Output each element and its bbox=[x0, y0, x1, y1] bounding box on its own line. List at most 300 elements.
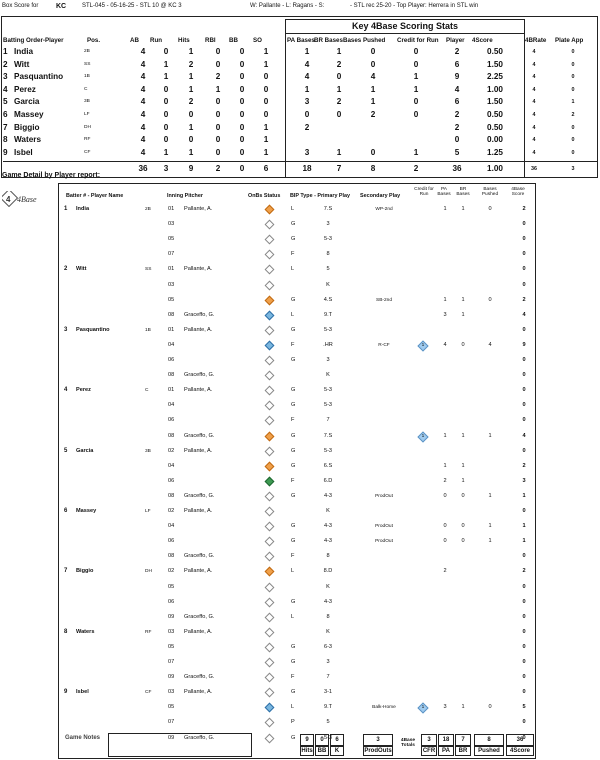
svg-text:4: 4 bbox=[6, 195, 11, 204]
bip-type: G bbox=[291, 402, 296, 409]
batting-order-number: 6 bbox=[3, 110, 8, 119]
stat-bb: 0 bbox=[239, 122, 245, 132]
player-name: Biggio bbox=[14, 122, 40, 132]
bip-type: G bbox=[291, 387, 296, 394]
stat-so: 1 bbox=[263, 47, 269, 56]
bip-type: G bbox=[291, 734, 296, 741]
pa-bases: 1 bbox=[443, 296, 447, 303]
onbase-diamond-icon bbox=[262, 265, 276, 275]
stat-ab: 4 bbox=[140, 59, 146, 69]
base-diamond-icon bbox=[265, 356, 275, 366]
bip-type: G bbox=[291, 462, 296, 469]
primary-play: 7 bbox=[326, 417, 330, 424]
inning: 04 bbox=[168, 523, 175, 530]
total-ab: 36 bbox=[138, 164, 148, 173]
primary-play: 8 bbox=[326, 613, 330, 620]
header-push: Bases Pushed bbox=[343, 37, 386, 44]
secondary-play: R-CF bbox=[378, 342, 390, 348]
pa-bases: 0 bbox=[443, 523, 447, 530]
stat-bb: 0 bbox=[239, 59, 245, 69]
inning: 02 bbox=[168, 447, 175, 454]
stat-rate: 0.50 bbox=[487, 122, 503, 132]
pa-bases: 2 bbox=[443, 477, 447, 484]
pitcher-name: Graceffo, G. bbox=[184, 613, 215, 620]
onbase-diamond-icon bbox=[262, 688, 276, 698]
stat-so: 0 bbox=[263, 110, 269, 119]
stat-cfr: 0 bbox=[413, 97, 419, 107]
4base-score: 0 bbox=[522, 417, 526, 424]
base-diamond-icon bbox=[265, 733, 275, 743]
primary-play: 8.D bbox=[323, 568, 333, 575]
bip-type: F bbox=[291, 477, 295, 484]
total-rbi: 2 bbox=[215, 164, 221, 173]
batting-order-number: 8 bbox=[3, 135, 8, 145]
stat-po: 1 bbox=[571, 99, 575, 106]
pa-bases: 1 bbox=[443, 432, 447, 439]
batter-number: 3 bbox=[64, 326, 68, 333]
stat-run: 0 bbox=[163, 84, 169, 94]
stat-br: 0 bbox=[336, 72, 342, 82]
batter-name: Perez bbox=[76, 387, 91, 394]
total-bb-label: BB bbox=[315, 746, 329, 756]
stat-pa: 2 bbox=[304, 122, 310, 132]
stat-rate: 1.25 bbox=[487, 147, 503, 157]
base-diamond-icon bbox=[265, 340, 275, 350]
batter-pos: CF bbox=[145, 690, 152, 696]
header-app: 4BRate bbox=[525, 37, 547, 44]
base-diamond-icon bbox=[265, 552, 275, 562]
primary-play: 6.D bbox=[323, 477, 333, 484]
stat-rate: 0.50 bbox=[487, 110, 503, 119]
header-br-bases: BR Bases bbox=[456, 187, 470, 197]
stat-run: 0 bbox=[163, 47, 169, 56]
onbase-diamond-icon bbox=[262, 643, 276, 653]
header-batter: Batter # - Player Name bbox=[66, 193, 124, 199]
onbase-diamond-icon bbox=[262, 205, 276, 215]
stat-ab: 4 bbox=[140, 47, 146, 56]
stat-push: 1 bbox=[370, 84, 376, 94]
onbase-diamond-icon bbox=[262, 326, 276, 336]
onbase-diamond-icon bbox=[262, 250, 276, 260]
stat-po: 0 bbox=[571, 124, 575, 131]
player-name: India bbox=[14, 47, 34, 56]
onbase-diamond-icon bbox=[262, 703, 276, 713]
header-inning-pitcher: Inning Pitcher bbox=[167, 193, 203, 199]
bip-type: L bbox=[291, 568, 295, 575]
stat-push: 0 bbox=[370, 59, 376, 69]
pitcher-name: Pallante, A. bbox=[184, 326, 213, 333]
4base-score: 0 bbox=[522, 326, 526, 333]
onbase-diamond-icon bbox=[262, 401, 276, 411]
batting-order-number: 2 bbox=[3, 59, 8, 69]
stat-app: 4 bbox=[532, 86, 536, 93]
detail-panel bbox=[58, 183, 536, 759]
stat-so: 1 bbox=[263, 135, 269, 145]
player-pos: RF bbox=[84, 137, 91, 143]
total-rate: 1.00 bbox=[487, 164, 503, 173]
inning: 05 bbox=[168, 296, 175, 303]
inning: 09 bbox=[168, 674, 175, 681]
primary-play: 5-3 bbox=[323, 734, 333, 741]
player-pos: 1B bbox=[84, 74, 90, 80]
batting-order-number: 4 bbox=[3, 84, 8, 94]
stat-so: 1 bbox=[263, 59, 269, 69]
4base-score: 0 bbox=[522, 372, 526, 379]
base-diamond-icon bbox=[265, 703, 275, 713]
stat-so: 0 bbox=[263, 97, 269, 107]
4base-score: 9 bbox=[522, 341, 526, 348]
batting-order-number: 1 bbox=[3, 47, 8, 56]
base-diamond-icon bbox=[265, 642, 275, 652]
bip-type: G bbox=[291, 432, 296, 439]
player-pos: LF bbox=[84, 112, 90, 117]
onbase-diamond-icon bbox=[262, 522, 276, 532]
inning: 01 bbox=[168, 326, 175, 333]
primary-play: K bbox=[326, 372, 330, 379]
batter-name: Witt bbox=[76, 266, 87, 273]
4base-score: 4 bbox=[522, 432, 526, 439]
bases-pushed: 1 bbox=[488, 432, 492, 439]
4base-score: 0 bbox=[522, 598, 526, 605]
onbase-diamond-icon bbox=[262, 598, 276, 608]
header-pos: Pos. bbox=[87, 37, 101, 44]
onbase-diamond-icon bbox=[262, 432, 276, 442]
inning: 07 bbox=[168, 719, 175, 726]
bip-type: F bbox=[291, 417, 295, 424]
header-hits: Hits bbox=[178, 37, 190, 44]
pitcher-name: Pallante, A. bbox=[184, 266, 213, 273]
base-diamond-icon bbox=[265, 386, 275, 396]
stat-run: 0 bbox=[163, 122, 169, 132]
onbase-diamond-icon bbox=[262, 613, 276, 623]
inning: 02 bbox=[168, 508, 175, 514]
bip-type: L bbox=[291, 311, 295, 318]
br-bases: 1 bbox=[461, 477, 465, 484]
base-diamond-icon bbox=[265, 597, 275, 607]
inning: 08 bbox=[168, 311, 175, 318]
inning: 06 bbox=[168, 477, 175, 484]
base-diamond-icon bbox=[265, 295, 275, 305]
4base-score: 0 bbox=[522, 643, 526, 650]
base-diamond-icon bbox=[265, 507, 275, 517]
4base-score: 0 bbox=[522, 387, 526, 394]
stat-br: 1 bbox=[336, 147, 342, 157]
total-p4: 36 bbox=[452, 164, 462, 173]
bip-type: G bbox=[291, 221, 296, 228]
pa-bases: 3 bbox=[443, 311, 447, 318]
onbase-diamond-icon bbox=[262, 356, 276, 366]
base-diamond-icon bbox=[265, 235, 275, 245]
stat-p4: 2 bbox=[454, 122, 460, 132]
pitcher-name: Graceffo, G. bbox=[184, 372, 215, 379]
logo-text: 4Base bbox=[17, 195, 37, 204]
primary-play: 7.S bbox=[323, 432, 333, 439]
batter-pos: 2B bbox=[145, 207, 151, 212]
secondary-play: SB-2nd bbox=[376, 297, 392, 303]
primary-play: 3 bbox=[326, 659, 330, 665]
total-br-value: 7 bbox=[455, 734, 471, 746]
stat-ab: 4 bbox=[140, 110, 146, 119]
inning: 06 bbox=[168, 357, 175, 363]
player-pos: 2B bbox=[84, 49, 90, 54]
batter-name: Isbel bbox=[76, 689, 89, 696]
pa-bases: 0 bbox=[443, 538, 447, 545]
batter-pos: LF bbox=[145, 509, 151, 514]
stat-rate: 1.50 bbox=[487, 59, 503, 69]
header-onbase-status: OnBs Status bbox=[248, 193, 281, 199]
base-diamond-icon bbox=[265, 476, 275, 486]
onbase-diamond-icon bbox=[262, 371, 276, 381]
total-hits-label: Hits bbox=[301, 748, 313, 754]
inning: 04 bbox=[168, 462, 175, 469]
game-notes-field[interactable] bbox=[108, 733, 252, 757]
stat-ab: 4 bbox=[140, 135, 146, 145]
stat-p4: 5 bbox=[454, 147, 460, 157]
primary-play: 4-3 bbox=[323, 492, 333, 499]
stat-cfr: 1 bbox=[413, 84, 419, 94]
4base-score: 0 bbox=[522, 236, 526, 243]
secondary-play: Balk-Home bbox=[372, 705, 396, 711]
base-diamond-icon bbox=[265, 280, 275, 290]
stat-rbi: 0 bbox=[215, 59, 221, 69]
stat-run: 1 bbox=[163, 147, 169, 157]
4base-score: 0 bbox=[522, 689, 526, 696]
inning: 03 bbox=[168, 221, 175, 228]
stat-rate: 0.00 bbox=[487, 135, 503, 145]
stat-bb: 0 bbox=[239, 147, 245, 157]
stat-bb: 0 bbox=[239, 84, 245, 94]
inning: 09 bbox=[168, 613, 175, 620]
total-cfr-value: 3 bbox=[421, 734, 437, 746]
pitcher-name: Graceffo, G. bbox=[184, 674, 215, 681]
inning: 06 bbox=[168, 538, 175, 545]
stat-hits: 1 bbox=[188, 84, 194, 94]
base-diamond-icon bbox=[265, 265, 275, 275]
base-diamond-icon bbox=[265, 658, 275, 668]
stat-po: 0 bbox=[571, 61, 575, 68]
base-diamond-icon bbox=[265, 582, 275, 592]
team-code: KC bbox=[56, 3, 67, 10]
onbase-diamond-icon bbox=[262, 235, 276, 245]
4base-score: 0 bbox=[522, 628, 526, 635]
base-diamond-icon bbox=[265, 431, 275, 441]
bip-type: G bbox=[291, 643, 296, 650]
onbase-diamond-icon bbox=[262, 220, 276, 230]
onbase-diamond-icon bbox=[262, 341, 276, 351]
onbase-diamond-icon bbox=[262, 628, 276, 638]
4base-score: 2 bbox=[522, 462, 526, 469]
header-p4: Player bbox=[446, 37, 465, 44]
header-batting-order: Batting Order-Player bbox=[3, 37, 64, 44]
4base-score: 0 bbox=[522, 659, 526, 665]
player-name: Witt bbox=[14, 59, 30, 69]
stat-so: 0 bbox=[263, 72, 269, 82]
total-k-value: 6 bbox=[330, 734, 344, 746]
primary-play: 5-3 bbox=[323, 387, 333, 394]
inning: 01 bbox=[168, 206, 175, 212]
primary-play: K bbox=[326, 281, 330, 288]
base-diamond-icon bbox=[265, 310, 275, 320]
4base-score: 0 bbox=[522, 251, 526, 258]
pitcher-name: Graceffo, G. bbox=[184, 553, 215, 560]
stat-br: 1 bbox=[336, 47, 342, 56]
onbase-diamond-icon bbox=[262, 718, 276, 728]
batter-pos: 1B bbox=[145, 327, 151, 333]
credit-for-run-value: 1 bbox=[421, 433, 425, 439]
stat-bb: 0 bbox=[239, 72, 245, 82]
totals-divider bbox=[3, 161, 597, 162]
inning: 01 bbox=[168, 266, 175, 273]
player-name: Garcia bbox=[14, 97, 40, 107]
stat-pa: 1 bbox=[304, 47, 310, 56]
pa-bases: 3 bbox=[443, 704, 447, 711]
bip-type: F bbox=[291, 341, 295, 348]
stat-hits: 1 bbox=[188, 47, 194, 56]
stat-run: 0 bbox=[163, 110, 169, 119]
player-name: Perez bbox=[14, 84, 36, 94]
4base-score: 0 bbox=[522, 674, 526, 681]
bases-pushed: 1 bbox=[488, 492, 492, 499]
bip-type: G bbox=[291, 538, 296, 545]
stat-cfr: 1 bbox=[413, 72, 419, 82]
4base-score: 4 bbox=[522, 311, 526, 318]
stat-p4: 0 bbox=[454, 135, 460, 145]
stat-run: 1 bbox=[163, 59, 169, 69]
br-bases: 0 bbox=[461, 492, 465, 499]
stat-p4: 2 bbox=[454, 47, 460, 56]
game-line: STL-045 - 05-16-25 - STL 10 @ KC 3 bbox=[82, 3, 182, 9]
inning: 01 bbox=[168, 387, 175, 394]
4base-score: 3 bbox=[522, 477, 526, 484]
total-prodouts-label: ProdOuts bbox=[364, 748, 392, 754]
total-4score-label: 4Score bbox=[506, 746, 534, 756]
stat-pa: 3 bbox=[304, 147, 310, 157]
total-bb: 0 bbox=[239, 164, 245, 173]
stat-br: 1 bbox=[336, 84, 342, 94]
stat-rbi: 2 bbox=[215, 72, 221, 82]
batter-name: Garcia bbox=[76, 447, 94, 454]
primary-play: 4-3 bbox=[323, 598, 333, 605]
onbase-diamond-icon bbox=[262, 492, 276, 502]
stat-so: 1 bbox=[263, 122, 269, 132]
stat-push: 0 bbox=[370, 47, 376, 56]
base-diamond-icon bbox=[265, 612, 275, 622]
base-diamond-icon bbox=[265, 522, 275, 532]
stat-bb: 0 bbox=[239, 97, 245, 107]
player-name: Massey bbox=[14, 110, 44, 119]
bases-pushed: 0 bbox=[488, 704, 492, 711]
primary-play: K bbox=[326, 583, 330, 590]
stat-br: 0 bbox=[336, 110, 342, 119]
stat-br: 2 bbox=[336, 97, 342, 107]
4base-score: 2 bbox=[522, 296, 526, 303]
batter-number: 2 bbox=[64, 266, 68, 273]
stat-ab: 4 bbox=[140, 97, 146, 107]
base-diamond-icon bbox=[265, 371, 275, 381]
batter-pos: RF bbox=[145, 629, 152, 635]
stat-rbi: 0 bbox=[215, 147, 221, 157]
player-name: Waters bbox=[14, 135, 41, 145]
primary-play: 5-3 bbox=[323, 326, 333, 333]
header-rate: 4Score bbox=[472, 37, 493, 44]
summary-line: - STL rec 25-20 - Top Player: Herrera in STL win bbox=[350, 3, 479, 9]
4base-score: 5 bbox=[522, 704, 526, 711]
batting-order-number: 5 bbox=[3, 97, 8, 107]
primary-play: K bbox=[326, 628, 330, 635]
stat-so: 1 bbox=[263, 147, 269, 157]
batter-number: 8 bbox=[64, 628, 68, 635]
credit-for-run-value: 1 bbox=[421, 705, 425, 711]
base-diamond-icon bbox=[265, 688, 275, 698]
pitcher-name: Pallante, A. bbox=[184, 387, 213, 394]
pitchers-line: W: Pallante - L: Ragans - S: bbox=[250, 3, 325, 9]
pitcher-name: Pallante, A. bbox=[184, 628, 213, 635]
4base-score: 1 bbox=[522, 523, 526, 530]
stat-ab: 4 bbox=[140, 147, 146, 157]
inning: 05 bbox=[168, 583, 175, 590]
primary-play: 4.S bbox=[323, 296, 333, 303]
total-hits: 9 bbox=[188, 164, 194, 173]
onbase-diamond-icon bbox=[262, 462, 276, 472]
credit-for-run-value: 1 bbox=[421, 342, 425, 348]
bip-type: F bbox=[291, 553, 295, 560]
br-bases: 1 bbox=[461, 432, 465, 439]
bip-type: G bbox=[291, 492, 296, 499]
primary-play: 3 bbox=[326, 357, 330, 363]
stat-br: 2 bbox=[336, 59, 342, 69]
pa-bases: 1 bbox=[443, 206, 447, 212]
bip-type: G bbox=[291, 598, 296, 605]
primary-play: 5-3 bbox=[323, 447, 333, 454]
detail-title: Game Detail by Player report: bbox=[2, 172, 101, 179]
stat-p4: 9 bbox=[454, 72, 460, 82]
4base-score: 0 bbox=[522, 719, 526, 726]
total-bb-value: 0 bbox=[315, 734, 329, 746]
batter-pos: C bbox=[145, 388, 149, 394]
secondary-play: WP-2nd bbox=[375, 207, 393, 212]
stat-p4: 2 bbox=[454, 110, 460, 119]
inning: 08 bbox=[168, 553, 175, 560]
inning: 03 bbox=[168, 689, 175, 696]
primary-play: 7.S bbox=[323, 206, 333, 212]
stat-po: 0 bbox=[571, 49, 575, 55]
base-diamond-icon bbox=[265, 461, 275, 471]
base-diamond-icon bbox=[265, 220, 275, 230]
br-bases: 1 bbox=[461, 311, 465, 318]
stat-pa: 0 bbox=[304, 110, 310, 119]
totals-label: 4Base Totals bbox=[400, 738, 416, 748]
stat-cfr: 0 bbox=[413, 47, 419, 56]
secondary-play: ProdOut bbox=[375, 524, 393, 530]
base-diamond-icon bbox=[265, 446, 275, 456]
inning: 02 bbox=[168, 568, 175, 575]
bip-type: G bbox=[291, 357, 296, 363]
batter-number: 7 bbox=[64, 568, 68, 575]
stat-bb: 0 bbox=[239, 110, 245, 119]
pitcher-name: Pallante, A. bbox=[184, 568, 213, 575]
stat-rbi: 0 bbox=[215, 47, 221, 56]
total-cfr: 2 bbox=[413, 164, 419, 173]
primary-play: 4-3 bbox=[323, 523, 333, 530]
onbase-diamond-icon bbox=[262, 507, 276, 517]
stat-run: 0 bbox=[163, 135, 169, 145]
pitcher-name: Pallante, A. bbox=[184, 508, 213, 514]
stat-p4: 6 bbox=[454, 97, 460, 107]
stat-pa: 4 bbox=[304, 59, 310, 69]
header-po: Plate App bbox=[555, 37, 584, 44]
4base-score: 2 bbox=[522, 206, 526, 212]
logo-4base-icon bbox=[2, 191, 44, 207]
